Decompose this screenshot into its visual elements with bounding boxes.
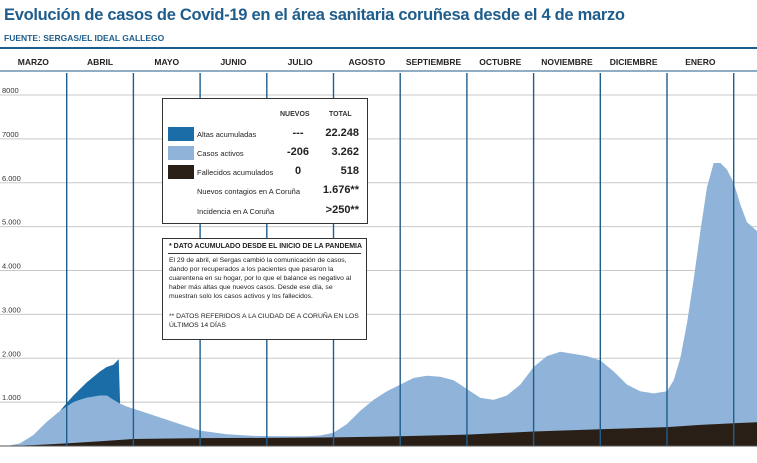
legend-total-value: 518: [340, 165, 359, 177]
chart-source: FUENTE: SERGAS/EL IDEAL GALLEGO: [4, 33, 165, 43]
month-label: DICIEMBRE: [609, 57, 658, 67]
month-label: MARZO: [17, 57, 49, 67]
legend-extra-label: Incidencia en A Coruña: [197, 207, 275, 216]
month-label: SEPTIEMBRE: [405, 57, 462, 67]
legend-col-total: TOTAL: [329, 111, 352, 118]
y-tick-label: 8000: [2, 86, 19, 95]
legend-new-value: -206: [286, 146, 310, 158]
month-label: ABRIL: [87, 57, 114, 67]
month-label: JULIO: [287, 57, 313, 67]
y-tick-label: 4.000: [2, 261, 21, 271]
legend-row-fallecidos: [163, 164, 367, 180]
month-label: NOVIEMBRE: [541, 57, 593, 67]
legend-row-altas: [163, 126, 367, 142]
y-tick-label: 7000: [2, 129, 19, 139]
legend-extra-value: >250**: [325, 204, 359, 216]
month-label: JUNIO: [220, 57, 247, 67]
note-panel: [162, 238, 367, 340]
note-body: El 29 de abril, el Sergas cambió la comunicación de casos, dando por recuperados a los pacientes que pasaron la cuarentena en su hogar, por lo que el balance es negativo al haber más altas que nuevos casos. Desde ese día, se muestran solo los casos activos y los fallecidos.: [169, 257, 352, 300]
legend-label: Fallecidos acumulados: [197, 168, 274, 177]
note-heading: * DATO ACUMULADO DESDE EL INICIO DE LA PANDEMIA: [169, 243, 363, 250]
legend-total-value: 3.262: [331, 146, 359, 158]
legend-label: Altas acumuladas: [197, 130, 257, 139]
legend-new-value: 0: [294, 165, 302, 177]
legend-total-value: 22.248: [325, 127, 359, 139]
y-tick-label: 2.000: [2, 349, 21, 359]
area-chart: [0, 50, 757, 463]
legend-col-new: NUEVOS: [280, 111, 310, 118]
month-label: AGOSTO: [348, 57, 386, 67]
month-label: ENERO: [685, 57, 716, 67]
legend-extra-label: Nuevos contagios en A Coruña: [197, 187, 300, 196]
legend-label: Casos activos: [197, 149, 244, 158]
legend-panel: [162, 98, 368, 224]
y-tick-label: 1.000: [2, 393, 21, 403]
y-tick-label: 5.000: [2, 217, 21, 227]
header-rule: [0, 47, 757, 49]
legend-extra-value: 1.676**: [322, 184, 359, 196]
month-label: OCTUBRE: [479, 57, 522, 67]
note-footnote: ** DATOS REFERIDOS A LA CIUDAD DE A CORUÑA EN LOS ÚLTIMOS 14 DÍAS: [169, 313, 359, 329]
legend-row-activos: [163, 145, 367, 161]
chart-title: Evolución de casos de Covid-19 en el área sanitaria coruñesa desde el 4 de marzo: [4, 6, 625, 24]
month-label: MAYO: [154, 57, 180, 67]
y-tick-label: 3.000: [2, 305, 21, 315]
series-area-activos: [7, 163, 757, 446]
legend-swatch-altas: [168, 127, 194, 141]
legend-new-value: ---: [292, 127, 304, 139]
y-tick-label: 6.000: [2, 173, 21, 183]
note-divider: [168, 253, 361, 254]
legend-swatch-fallecidos: [168, 165, 194, 179]
legend-swatch-activos: [168, 146, 194, 160]
